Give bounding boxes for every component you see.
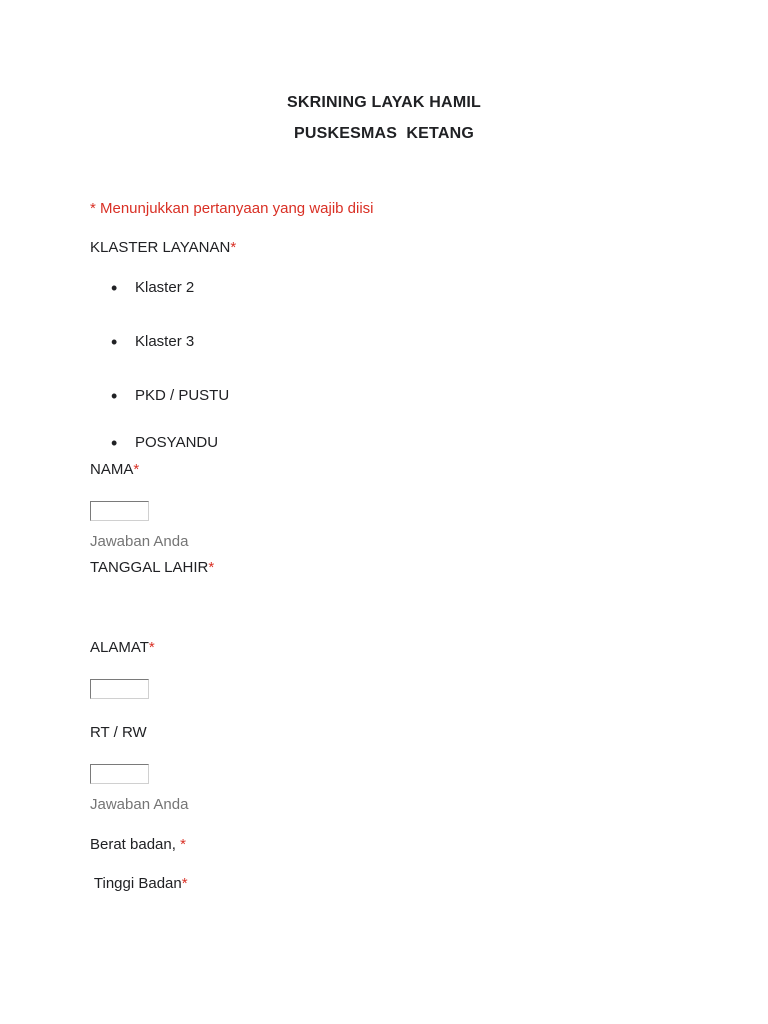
bullet-icon: • (111, 332, 118, 352)
answer-hint: Jawaban Anda (90, 533, 189, 550)
berat-badan-label-text: Berat badan, (90, 836, 181, 853)
klaster-option-label: POSYANDU (135, 434, 219, 451)
required-asterisk: * (148, 639, 155, 656)
required-asterisk: * (180, 836, 186, 853)
answer-hint: Jawaban Anda (90, 796, 189, 813)
klaster-option-label: PKD / PUSTU (135, 387, 230, 404)
nama-question-label (90, 461, 139, 478)
tinggi-badan-label-text: Tinggi Badan (90, 875, 182, 892)
klaster-option-label: Klaster 3 (135, 333, 195, 350)
klaster-option[interactable] (111, 279, 311, 299)
tinggi-badan-question-label (90, 875, 188, 892)
alamat-label-text: ALAMAT (90, 639, 149, 656)
form-title: SKRINING LAYAK HAMIL (287, 94, 481, 111)
klaster-option[interactable] (111, 333, 311, 353)
rt-rw-input[interactable] (90, 764, 149, 784)
nama-input[interactable] (90, 501, 149, 521)
required-asterisk: * (133, 461, 140, 478)
form-subtitle: PUSKESMAS KETANG (293, 125, 474, 142)
klaster-option[interactable] (111, 434, 311, 454)
klaster-option[interactable] (111, 387, 311, 407)
klaster-question-label (90, 239, 236, 256)
tanggal-lahir-label-text: TANGGAL LAHIR (90, 559, 209, 576)
klaster-label-text: KLASTER LAYANAN (90, 239, 231, 256)
bullet-icon: • (111, 278, 118, 298)
alamat-question-label (90, 639, 155, 656)
required-note: * Menunjukkan pertanyaan yang wajib diisi (90, 200, 374, 217)
klaster-option-label: Klaster 2 (135, 279, 195, 296)
berat-badan-question-label (90, 836, 186, 853)
bullet-icon: • (111, 433, 118, 453)
required-asterisk: * (181, 875, 188, 892)
rt-rw-question-label: RT / RW (90, 724, 147, 741)
alamat-input[interactable] (90, 679, 149, 699)
tanggal-lahir-question-label (90, 559, 214, 576)
bullet-icon: • (111, 386, 118, 406)
nama-label-text: NAMA (90, 461, 134, 478)
required-asterisk: * (208, 559, 215, 576)
required-asterisk: * (230, 239, 237, 256)
